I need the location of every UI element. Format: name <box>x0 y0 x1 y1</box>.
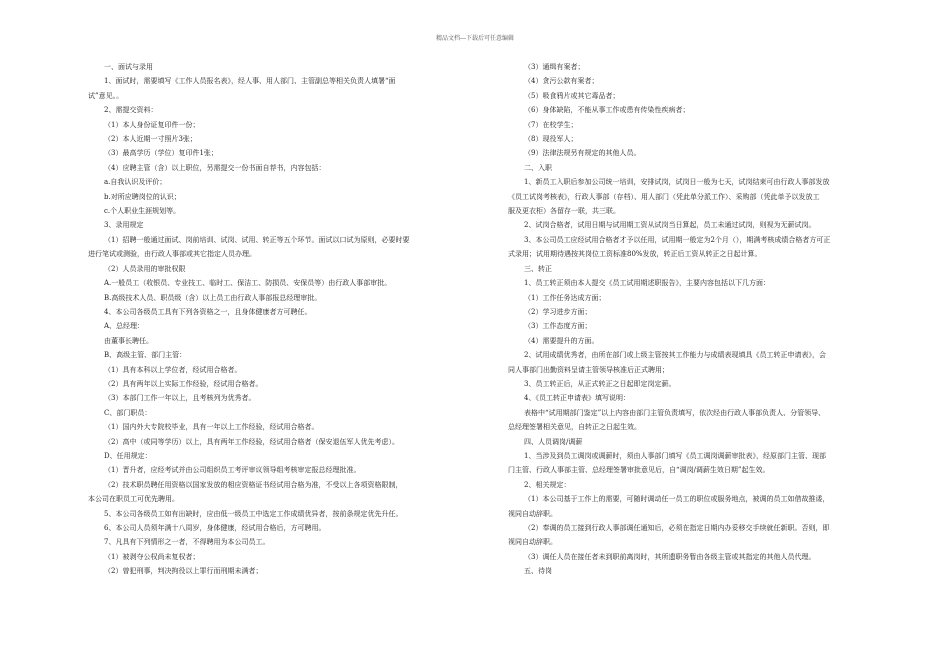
text-line: 三、转正 <box>524 264 552 273</box>
text-line: （4）贪污公款有案者； <box>524 77 599 86</box>
text-line: （8）现役军人； <box>524 135 578 144</box>
text-line: 1、员工转正须由本人提交《员工试用期述职报告》，主要内容包括以下几方面： <box>524 279 770 288</box>
text-line: 二、入职 <box>524 163 552 172</box>
text-line: 1、当涉及到员工调岗或调薪时，须由人事部门填写《员工调岗调薪审批表》，经原部门主管、现部 <box>524 451 826 460</box>
text-line: 2、试用成绩优秀者，由所在部门或上级主管按其工作能力与成绩表现填具《员工转正申请表》，会 <box>524 351 826 360</box>
text-line: （3）最高学历（学位）复印件1张； <box>104 149 218 158</box>
text-line: （9）法律法规另有规定的其他人员。 <box>524 149 641 158</box>
text-line: 进行笔试或测验，由行政人事部或其它指定人员办理。 <box>88 250 256 259</box>
text-line: （1）被剥夺公权尚未复权者； <box>104 552 200 561</box>
text-line: （6）身体缺陷，不能从事工作或患有传染性疾病者； <box>524 106 690 115</box>
text-line: （2）奉调的员工接到行政人事部调任通知后，必须在指定日期内办妥移交手续就任新职。否则，即 <box>524 524 830 532</box>
text-line: （1）工作任务达成方面； <box>524 293 606 302</box>
text-line: （1）本人身份证复印件一份； <box>104 120 200 129</box>
text-line: （3）通缉有案者； <box>524 63 585 71</box>
text-line: 同人事部门出勤资料呈请主管领导核准后正式聘用； <box>508 365 669 374</box>
text-line: 2、相关规定： <box>524 480 571 489</box>
text-line: 2、试岗合格者，试用日期与试用期工资从试岗当日算起，员工未通过试岗，则视为无薪试岗。 <box>524 221 816 230</box>
text-line: （1）晋升者，应经考试并由公司组织员工考评审议领导组考核审定报总经理批准。 <box>104 466 361 475</box>
text-line: 1、新员工入职后参加公司统一培训，安排试岗，试岗日一般为七天，试岗结束可由行政人事部发放 <box>524 178 830 187</box>
text-line: 5、本公司各级员工如有出缺时，应由低一级员工中选定工作成绩优异者，按前条规定优先升任。 <box>104 509 403 518</box>
text-line: （3）工作态度方面； <box>524 322 592 331</box>
text-line: （2）本人近期一寸照片3张； <box>104 135 197 144</box>
text-line: 试”意见。。 <box>88 91 124 100</box>
text-line: 五、待岗 <box>524 567 552 576</box>
text-line: 2、需提交资料： <box>104 106 158 115</box>
text-line: 3、录用规定 <box>104 221 144 230</box>
text-line: （2）高中（或同等学历）以上，具有两年工作经验，经试用合格者（保安退伍军人优先考虑）。 <box>104 437 399 446</box>
text-line: 门主管、行政人事部主管、总经理签署审批意见后，自“调岗/调薪生效日期”起生效。 <box>508 466 770 475</box>
text-line: （1）具有本科以上学位者，经试用合格者。 <box>104 365 242 374</box>
right-column <box>508 60 890 579</box>
text-line: c.个人职业生涯规划等。 <box>104 207 181 216</box>
left-column <box>88 60 470 579</box>
text-line: （3）调任人员在接任者未到职前离岗时，其所遗职务暂由各级主管或其指定的其他人员代理。 <box>524 552 816 561</box>
text-line: （4）应聘主管（含）以上职位，另需提交一份书面自荐书，内容包括： <box>104 163 326 172</box>
text-line: 视同自动辞职。 <box>508 509 557 518</box>
text-line: B、高级主管、部门主管： <box>104 351 187 360</box>
text-line: （7）在校学生； <box>524 120 578 129</box>
page-header: 精品文档---下载后可任意编辑 <box>435 35 515 42</box>
text-line: a.自我认识及评价； <box>104 178 167 187</box>
text-line: 表格中“试用期部门鉴定”以上内容由部门主管负责填写，依次经由行政人事部负责人、分管领导、 <box>524 408 826 417</box>
text-line: （2）具有两年以上实际工作经验，经试用合格者。 <box>104 379 263 388</box>
text-line: D、任用规定： <box>104 451 152 460</box>
text-line: b.对所应聘岗位的认识； <box>104 192 181 201</box>
text-line: 7、凡具有下列情形之一者，不得聘用为本公司员工。 <box>104 538 270 547</box>
text-line: 四、人员调岗/调薪 <box>524 437 583 446</box>
text-line: （2）学习进步方面； <box>524 307 592 316</box>
text-line: A.一般员工（收银员、专业技工、临时工、保洁工、防损员、安保员等）由行政人事部审批。 <box>104 279 392 288</box>
text-line: 3、员工转正后，从正式转正之日起即定岗定薪。 <box>524 379 676 388</box>
text-line: （2）技术职员聘任用资格以国家发放的相应资格证书经试用合格为准，不受以上各项资格限制， <box>104 480 403 489</box>
text-line: 由董事长聘任。 <box>104 336 153 345</box>
text-line: 《员工试岗考核表》，行政人事部（存档）、用人部门（凭此单分派工作）、采购部（凭此单予以发放工 <box>508 192 820 201</box>
text-line: A、总经理： <box>104 322 145 331</box>
text-line: 6、本公司人员须年满十八周岁，身体健康，经试用合格后，方可聘用。 <box>104 524 326 532</box>
text-line: 1、面试时，需要填写《工作人员报名表》，经人事、用人部门、主管副总等相关负责人填署“面 <box>104 77 396 86</box>
text-line: 服及更衣柜）各留存一联，共三联。 <box>508 207 620 216</box>
text-line: B.高级技术人员、职员级（含）以上员工由行政人事部报总经理审批。 <box>104 293 322 302</box>
text-line: 一、面试与录用 <box>104 63 153 71</box>
text-line: 4、本公司各级员工具有下列各资格之一，且身体健康者方可聘任。 <box>104 307 312 316</box>
text-line: （1）招聘一般通过面试、岗前培训、试岗、试用、转正等五个环节。面试以口试为原则，必要时要 <box>104 235 410 244</box>
text-line: （1）本公司基于工作上的需要，可随时调动任一员工的职位或服务地点，被调的员工如借故推诿， <box>524 495 830 504</box>
text-line: （2）曾犯刑事，判决拘役以上罪行而刑期未满者； <box>104 567 263 576</box>
text-line: （1）国内外大专院校毕业，具有一年以上工作经验，经试用合格者。 <box>104 423 319 432</box>
text-line: 3、本公司员工应经试用合格者才予以任用，试用期一般定为2个月（），期满考核成绩合格者方可正 <box>524 235 831 244</box>
text-line: C、部门职员： <box>104 408 152 417</box>
text-line: 4、《员工转正申请表》填写说明： <box>524 394 630 403</box>
text-line: （4）需要提升的方面。 <box>524 336 599 345</box>
text-line: （5）吸食鸦片或其它毒品者； <box>524 91 620 100</box>
text-line: 总经理签署相关意见，自转正之日起生效。 <box>508 423 641 432</box>
text-line: （2）人员录用的审批权限 <box>104 264 186 273</box>
text-line: 式录用；试用期待遇按其岗位工资标准80%发放，转正后工资从转正之日起计算。 <box>508 250 762 259</box>
text-line: 本公司在职员工可优先聘用。 <box>88 495 179 504</box>
text-line: （3）本部门工作一年以上，且考核列为优秀者。 <box>104 394 256 403</box>
text-line: 视同自动辞职。 <box>508 538 557 547</box>
